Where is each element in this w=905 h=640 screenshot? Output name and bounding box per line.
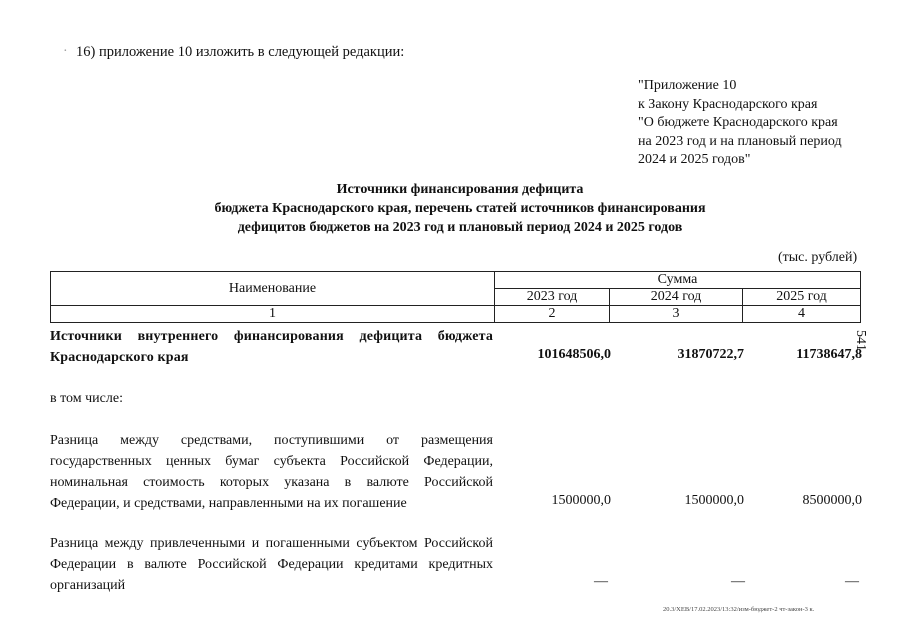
intro-paragraph: 16) приложение 10 изложить в следующей редакции:: [76, 44, 405, 60]
table-row: [50, 430, 493, 514]
appendix-line: 2024 и 2025 годов": [638, 152, 751, 167]
table-row: [50, 533, 493, 596]
appendix-line: на 2023 год и на плановый период: [638, 133, 842, 149]
table-row: [50, 326, 493, 368]
value-2025-dash: —: [845, 574, 859, 589]
including-label: в том числе:: [50, 391, 123, 406]
header-colnum: 2: [495, 306, 610, 323]
value-2023: 101648506,0: [537, 347, 611, 362]
value-2023: 1500000,0: [551, 493, 611, 508]
appendix-line: "О бюджете Краснодарского края: [638, 115, 838, 130]
value-2025: 11738647,8: [796, 347, 862, 362]
appendix-reference: [638, 77, 842, 170]
header-year: 2023 год: [495, 289, 610, 306]
value-2024: 1500000,0: [684, 493, 744, 508]
header-year: 2025 год: [743, 289, 861, 306]
header-colnum: 1: [51, 306, 495, 323]
table-header: [50, 271, 861, 323]
appendix-line: к Закону Краснодарского края: [638, 96, 818, 112]
header-name: Наименование: [51, 272, 495, 306]
document-title: [150, 180, 770, 237]
page-number: 541: [853, 330, 868, 351]
value-2024: 31870722,7: [677, 347, 744, 362]
value-2025: 8500000,0: [802, 493, 862, 508]
row-label: Разница между привлеченными и погашенными субъектом Российской Федерации в валюте Российской Федерации кредитами кредитных организаций: [50, 536, 493, 593]
row-label: Разница между средствами, поступившими от размещения государственных ценных бумаг субъекта Российской Федерации, номинальная стоимость которых указана в валюте Российской Федерации, и средствами, направленными на их погашение: [50, 433, 493, 511]
value-2024-dash: —: [731, 574, 745, 589]
row-label: Источники внутреннего финансирования дефицита бюджета Краснодарского края: [50, 329, 493, 365]
value-2023-dash: —: [594, 574, 608, 589]
units-label: (тыс. рублей): [778, 250, 858, 265]
header-colnum: 4: [743, 306, 861, 323]
footer-stamp: 20.3/ХЕВ/17.02.2023/13:32/изм-бюджет-2 чт-закон-3 к.: [663, 606, 815, 613]
header-sum: Сумма: [495, 272, 861, 289]
appendix-line: "Приложение 10: [638, 78, 737, 93]
header-colnum: 3: [610, 306, 743, 323]
margin-mark: ·: [63, 44, 68, 59]
title-line: бюджета Краснодарского края, перечень статей источников финансирования: [214, 201, 706, 216]
title-line: Источники финансирования дефицита: [336, 182, 584, 197]
header-year: 2024 год: [610, 289, 743, 306]
title-line: дефицитов бюджетов на 2023 год и плановый период 2024 и 2025 годов: [237, 220, 683, 235]
